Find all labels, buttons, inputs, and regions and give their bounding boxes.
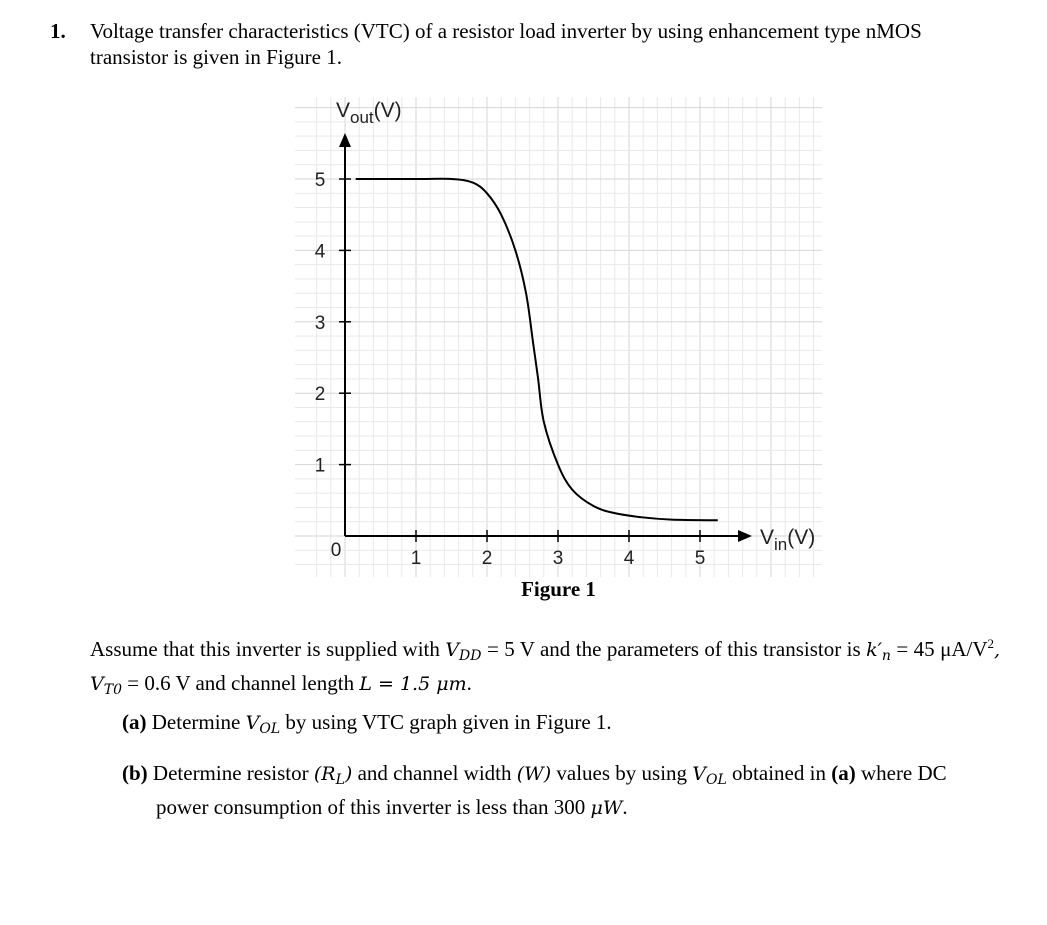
vtc-curve-line	[356, 179, 718, 521]
part-a-pre: Determine	[151, 710, 241, 734]
vtc-figure	[290, 95, 830, 585]
part-a-post: by using VTC graph given in Figure 1.	[285, 710, 612, 734]
x-tick-label: 2	[481, 548, 493, 569]
part-b-pre: Determine resistor	[152, 761, 309, 785]
part-b-ref: (a)	[831, 761, 856, 785]
part-a	[122, 709, 1002, 743]
x-tick-label: 5	[694, 548, 706, 569]
x-axis-label: $V_{in}(V)$	[760, 526, 816, 554]
assumption-paragraph	[90, 630, 1000, 704]
k-exponent: 2	[987, 636, 995, 651]
part-b-mid3: obtained in	[732, 761, 826, 785]
part-b-r-close: )	[344, 763, 353, 785]
y-tick-label: 1	[314, 455, 326, 477]
y-axis-arrow-icon	[339, 133, 351, 147]
k-equals: =	[896, 637, 909, 661]
k-value: 45 μA/V	[913, 637, 988, 661]
part-b-mid2: values by using	[556, 761, 688, 785]
part-b-unit: μW	[590, 797, 623, 819]
part-b-line2	[122, 794, 1002, 822]
k-subscript: n	[881, 648, 891, 664]
part-a-vol-subscript: OL	[259, 721, 281, 737]
question-text: Voltage transfer characteristics (VTC) of a resistor load inverter by using enhancement type nMOS transistor is given in Figure 1.	[90, 19, 922, 69]
assumption-tail: and channel length	[195, 671, 355, 695]
vt-subscript: T0	[103, 682, 122, 698]
part-b-end: .	[622, 795, 628, 819]
vdd-symbol: V	[445, 639, 460, 661]
length-value: L = 1.5 μm	[359, 673, 467, 695]
assumption-lead: Assume that this inverter is supplied with	[90, 637, 440, 661]
y-tick-label: 4	[314, 241, 326, 263]
y-tick-label: 5	[314, 170, 326, 191]
x-tick-label: 4	[623, 548, 635, 569]
x-tick-label: 1	[410, 548, 422, 569]
figure-caption: Figure 1	[521, 577, 596, 601]
part-b-line2-text: power consumption of this inverter is less than 300	[156, 795, 586, 819]
part-b-vol-symbol: V	[692, 763, 707, 785]
vt-value: = 0.6 V	[127, 671, 191, 695]
part-b-w-symbol: (W)	[516, 763, 552, 785]
vtc-chart	[290, 95, 830, 585]
part-b-post: where DC	[860, 761, 947, 785]
assumption-mid: and the parameters of this transistor is	[539, 637, 861, 661]
vdd-subscript: DD	[459, 648, 482, 664]
assumption-end: .	[466, 671, 472, 695]
k-symbol: k′	[866, 639, 882, 661]
vdd-value: = 5 V	[486, 637, 535, 661]
part-b-vol-subscript: OL	[706, 772, 727, 788]
x-tick-label: 3	[552, 548, 564, 569]
part-b-mid: and channel width	[357, 761, 512, 785]
part-b-r-symbol: (R	[313, 763, 336, 785]
y-tick-label: 2	[314, 384, 326, 406]
y-tick-label: 3	[314, 312, 326, 334]
origin-label: 0	[330, 540, 342, 561]
question-number: 1.	[50, 19, 66, 43]
vt-symbol: , V	[90, 639, 1001, 695]
part-a-vol-symbol: V	[245, 712, 260, 734]
part-b-label: (b)	[122, 761, 148, 785]
part-b-r-subscript: L	[335, 772, 345, 788]
y-axis-label: $V_{out}(V)$	[336, 99, 402, 127]
x-axis-arrow-icon	[738, 530, 752, 542]
part-b	[122, 760, 1002, 822]
part-a-label: (a)	[122, 710, 147, 734]
